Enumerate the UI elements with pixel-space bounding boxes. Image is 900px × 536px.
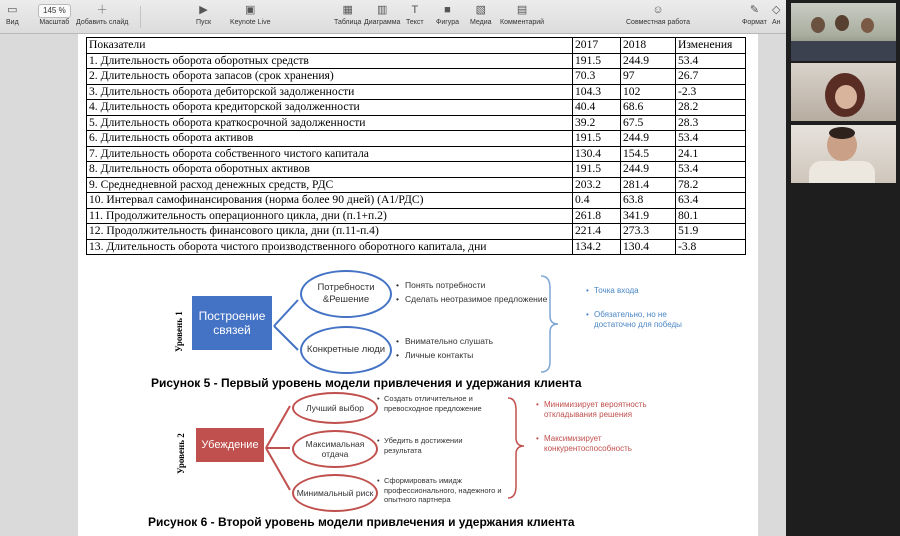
table-cell: -2.3: [676, 84, 746, 100]
table-cell: 191.5: [573, 162, 621, 178]
figure-6-caption: Рисунок 6 - Второй уровень модели привлечения и удержания клиента: [148, 515, 575, 529]
table-cell: 6. Длительность оборота активов: [87, 131, 573, 147]
table-header-row: [87, 38, 746, 54]
needs-solution-oval: Потребности &Решение: [300, 270, 392, 318]
animate-button[interactable]: ◇ Ан: [772, 4, 781, 26]
table-cell: 104.3: [573, 84, 621, 100]
max-return-oval: Максимальная отдача: [292, 430, 378, 468]
table-icon: ▦: [342, 4, 353, 16]
add-slide-button[interactable]: ＋ Добавить слайд: [76, 4, 129, 26]
text-button[interactable]: T Текст: [406, 4, 424, 26]
keynote-toolbar: [0, 0, 786, 34]
building-connections-box: Построение связей: [192, 296, 272, 350]
table-cell: 191.5: [573, 131, 621, 147]
figure-5-outcomes: [586, 286, 686, 336]
participant-avatar: [835, 15, 849, 31]
comment-icon: ▤: [516, 4, 528, 16]
table-cell: 4. Длительность оборота кредиторской задолженности: [87, 100, 573, 116]
level-1-label: Уровень 1: [174, 311, 184, 352]
table-cell: 261.8: [573, 208, 621, 224]
add-slide-icon: ＋: [96, 4, 108, 16]
video-participants-panel: [786, 0, 900, 536]
chart-button[interactable]: ▥ Диаграмма: [364, 4, 401, 26]
figure-6-outcomes: [536, 400, 648, 460]
table-cell: 244.9: [621, 53, 676, 69]
table-cell: 273.3: [621, 224, 676, 240]
outcome-item: • Максимизирует конкурентоспособность: [536, 434, 648, 454]
table-cell: 63.8: [621, 193, 676, 209]
table-cell: 67.5: [621, 115, 676, 131]
table-cell: 244.9: [621, 162, 676, 178]
slide-canvas: [0, 34, 786, 536]
min-risk-oval: Минимальный риск: [292, 474, 378, 512]
table-cell: 102: [621, 84, 676, 100]
table-cell: 130.4: [621, 239, 676, 255]
table-cell: 40.4: [573, 100, 621, 116]
best-choice-oval: Лучший выбор: [292, 392, 378, 424]
table-cell: 12. Продолжительность финансового цикла, дни (п.11-п.4): [87, 224, 573, 240]
toolbar-divider: [140, 6, 141, 28]
table-cell: 53.4: [676, 162, 746, 178]
table-cell: 70.3: [573, 69, 621, 85]
comment-button[interactable]: ▤ Комментарий: [500, 4, 545, 26]
table-cell: 39.2: [573, 115, 621, 131]
table-cell: 53.4: [676, 131, 746, 147]
table-cell: 11. Продолжительность операционного цикла, дни (п.1+п.2): [87, 208, 573, 224]
table-cell: -3.8: [676, 239, 746, 255]
figure-5-bullets-bottom: [396, 336, 493, 364]
max-return-text: • Убедить в достижении результата: [377, 436, 463, 455]
table-cell: 221.4: [573, 224, 621, 240]
table-cell: 10. Интервал самофинансирования (норма более 90 дней) (А1/РДС): [87, 193, 573, 209]
table-cell: 130.4: [573, 146, 621, 162]
best-choice-text: • Создать отличительное и превосходное предложение: [377, 394, 482, 413]
table-cell: 341.9: [621, 208, 676, 224]
keynote-live-icon: ▣: [245, 4, 256, 16]
table-row: [87, 100, 746, 116]
level-2-label: Уровень 2: [176, 433, 186, 474]
participant-tile-2[interactable]: [791, 63, 896, 121]
outcome-item: • Точка входа: [586, 286, 686, 296]
animate-icon: ◇: [772, 4, 781, 16]
zoom-value[interactable]: 145 %: [38, 4, 71, 18]
table-cell: 2017: [573, 38, 621, 54]
table-row: [87, 131, 746, 147]
table-cell: 8. Длительность оборота оборотных активов: [87, 162, 573, 178]
table-cell: 203.2: [573, 177, 621, 193]
participant-avatar: [811, 17, 825, 33]
table-row: [87, 162, 746, 178]
table-cell: 3. Длительность оборота дебиторской задолженности: [87, 84, 573, 100]
media-button[interactable]: ▧ Медиа: [470, 4, 492, 26]
table-cell: Показатели: [87, 38, 573, 54]
table-cell: 13. Длительность оборота чистого производственного оборотного капитала, дни: [87, 239, 573, 255]
table-cell: 80.1: [676, 208, 746, 224]
table-row: [87, 208, 746, 224]
format-icon: ✎: [749, 4, 760, 16]
table-cell: 9. Среднедневной расход денежных средств, РДС: [87, 177, 573, 193]
table-cell: 53.4: [676, 53, 746, 69]
participant-tile-3[interactable]: [791, 125, 896, 183]
table-cell: Изменения: [676, 38, 746, 54]
table-cell: 2. Длительность оборота запасов (срок хранения): [87, 69, 573, 85]
table-button[interactable]: ▦ Таблица: [334, 4, 362, 26]
table-cell: 2018: [621, 38, 676, 54]
table-row: [87, 224, 746, 240]
figure-5-bullets-top: [396, 280, 547, 308]
table-cell: 28.2: [676, 100, 746, 116]
zoom-select[interactable]: 145 % Масштаб: [39, 6, 70, 26]
table-row: [87, 84, 746, 100]
participant-avatar: [861, 18, 874, 33]
min-risk-text: • Сформировать имидж профессионального, надежного и опытного партнера: [377, 476, 502, 504]
table-cell: 281.4: [621, 177, 676, 193]
play-button[interactable]: ▶ Пуск: [196, 4, 212, 26]
collaborate-button[interactable]: ☺ Совместная работа: [626, 4, 691, 26]
slide[interactable]: [78, 34, 758, 536]
table-cell: 1. Длительность оборота оборотных средств: [87, 53, 573, 69]
table-cell: 5. Длительность оборота краткосрочной задолженности: [87, 115, 573, 131]
format-button[interactable]: ✎ Формат: [742, 4, 767, 26]
table-cell: 0.4: [573, 193, 621, 209]
collaborate-icon: ☺: [652, 4, 664, 16]
table-cell: 28.3: [676, 115, 746, 131]
shape-icon: ■: [444, 4, 451, 16]
bullet-item: • Понять потребности: [396, 280, 547, 290]
table-cell: 154.5: [621, 146, 676, 162]
keynote-live-button[interactable]: ▣ Keynote Live: [230, 4, 271, 26]
table-cell: 244.9: [621, 131, 676, 147]
table-cell: 24.1: [676, 146, 746, 162]
table-cell: 63.4: [676, 193, 746, 209]
table-row: [87, 69, 746, 85]
outcome-item: • Минимизирует вероятность откладывания решения: [536, 400, 648, 420]
figure-5-diagram: [78, 266, 758, 390]
table-cell: 191.5: [573, 53, 621, 69]
indicators-table: [86, 37, 746, 255]
table-cell: 68.6: [621, 100, 676, 116]
specific-people-oval: Конкретные люди: [300, 326, 392, 374]
table-cell: 97: [621, 69, 676, 85]
shape-button[interactable]: ■ Фигура: [436, 4, 459, 26]
table-cell: 78.2: [676, 177, 746, 193]
view-button[interactable]: ▭ Вид: [6, 4, 19, 26]
table-cell: 51.9: [676, 224, 746, 240]
table-cell: 26.7: [676, 69, 746, 85]
figure-6-diagram: [78, 390, 758, 516]
table-row: [87, 53, 746, 69]
participant-tile-1[interactable]: [791, 3, 896, 61]
bullet-item: • Внимательно слушать: [396, 336, 493, 346]
table-cell: 7. Длительность оборота собственного чистого капитала: [87, 146, 573, 162]
table-row: [87, 193, 746, 209]
table-row: [87, 146, 746, 162]
persuasion-box: Убеждение: [196, 428, 264, 462]
bullet-item: • Личные контакты: [396, 350, 493, 360]
chart-icon: ▥: [377, 4, 388, 16]
table-row: [87, 177, 746, 193]
table-cell: 134.2: [573, 239, 621, 255]
media-icon: ▧: [475, 4, 486, 16]
play-icon: ▶: [199, 4, 208, 16]
text-icon: T: [411, 4, 419, 16]
view-icon: ▭: [7, 4, 18, 16]
table-row: [87, 239, 746, 255]
figure-5-caption: Рисунок 5 - Первый уровень модели привлечения и удержания клиента: [151, 376, 582, 390]
bullet-item: • Сделать неотразимое предложение: [396, 294, 547, 304]
table-row: [87, 115, 746, 131]
outcome-item: • Обязательно, но не достаточно для победы: [586, 310, 686, 330]
